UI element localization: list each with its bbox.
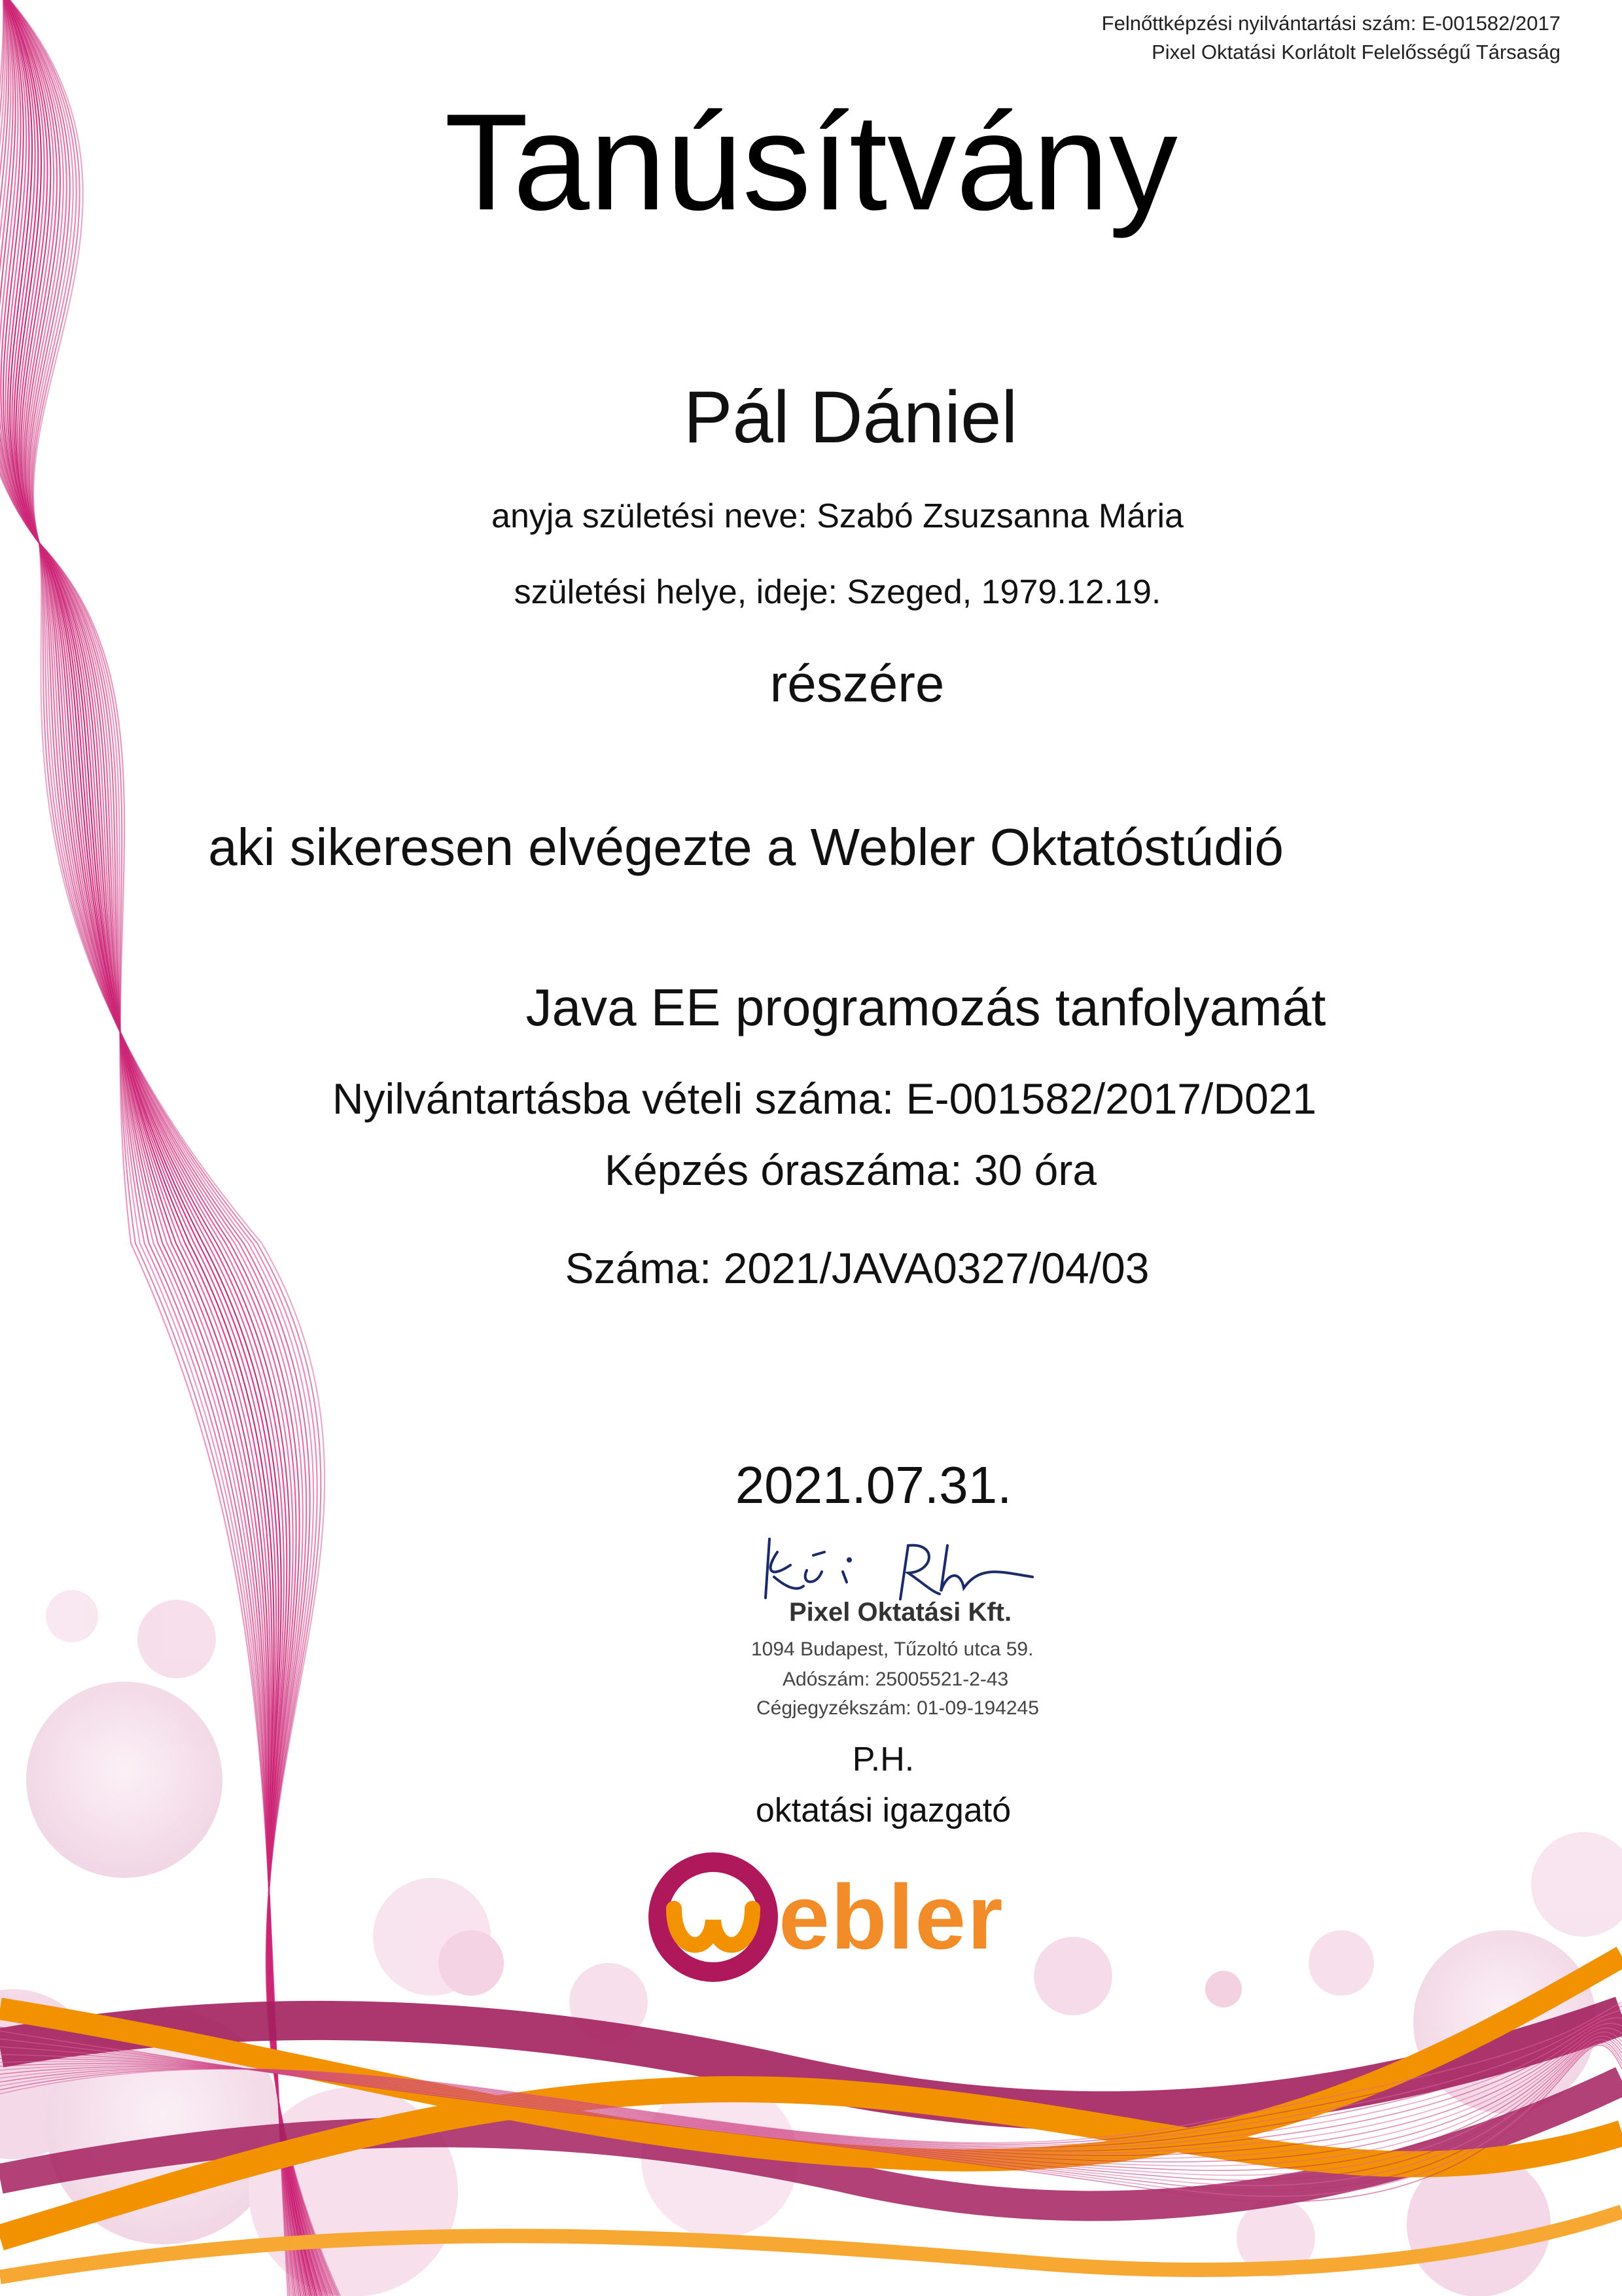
company-stamp	[751, 1526, 1091, 1722]
course-name: Java EE programozás tanfolyamát	[525, 978, 1326, 1036]
stamp-tax-number: Adószám: 25005521-2-43	[783, 1669, 1009, 1690]
for-text: részére	[769, 654, 945, 713]
stamp-registry-number: Cégjegyzékszám: 01-09-194245	[756, 1697, 1039, 1719]
webler-logo	[644, 1852, 1076, 2015]
signatory-role: oktatási igazgató	[755, 1792, 1012, 1829]
header-line-2: Pixel Oktatási Korlátolt Felelősségű Társaság	[1152, 41, 1560, 63]
certificate-number: Száma: 2021/JAVA0327/04/03	[565, 1244, 1150, 1292]
handwritten-signature	[751, 1526, 1091, 1604]
recipient-name: Pál Dániel	[683, 376, 1018, 458]
header-line-1: Felnőttképzési nyilvántartási szám: E-001582/2017	[1101, 12, 1560, 35]
seal-mark: P.H.	[852, 1740, 915, 1778]
training-hours: Képzés óraszáma: 30 óra	[604, 1146, 1097, 1194]
header-registration-info	[1102, 9, 1560, 67]
webler-w-icon	[644, 1848, 782, 1986]
completion-text: aki sikeresen elvégezte a Webler Oktatóstúdió	[208, 818, 1284, 876]
issue-date: 2021.07.31.	[735, 1456, 1012, 1514]
stamp-address: 1094 Budapest, Tűzoltó utca 59.	[751, 1638, 1034, 1660]
birth-place-date: születési helye, ideje: Szeged, 1979.12.19.	[514, 573, 1161, 611]
mother-name: anyja születési neve: Szabó Zsuzsanna Mária	[491, 497, 1184, 535]
certificate-title: Tanúsítvány	[444, 85, 1178, 239]
registration-number: Nyilvántartásba vételi száma: E-001582/2017/D021	[332, 1074, 1317, 1123]
stamp-company-name: Pixel Oktatási Kft.	[789, 1598, 1012, 1627]
webler-logo-text: ebler	[779, 1865, 1004, 1968]
